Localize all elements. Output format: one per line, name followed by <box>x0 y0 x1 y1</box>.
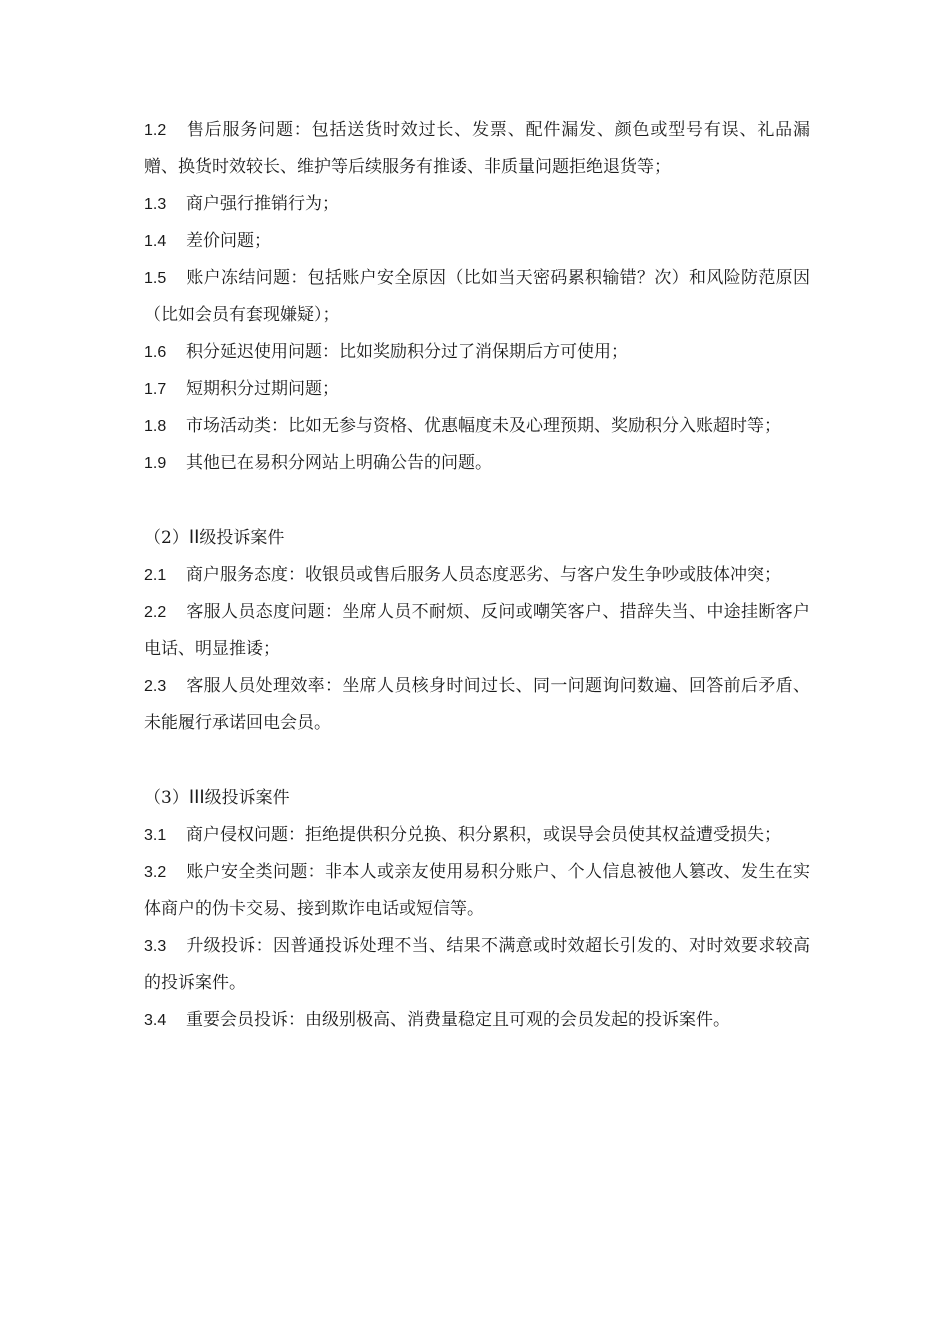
list-item <box>144 186 810 223</box>
section-3-heading <box>144 779 810 817</box>
list-item <box>144 1002 810 1039</box>
item-number: 1.3 <box>144 196 167 213</box>
list-item <box>144 408 810 445</box>
item-text: 积分延迟使用问题：比如奖励积分过了消保期后方可使用； <box>186 342 628 362</box>
item-number: 3.4 <box>144 1012 167 1029</box>
item-text: 账户安全类问题：非本人或亲友使用易积分账户、个人信息被他人篡改、发生在实体商户的伪卡交易、接到欺诈电话或短信等。 <box>144 862 810 919</box>
item-number: 1.9 <box>144 455 167 472</box>
item-text: 客服人员处理效率：坐席人员核身时间过长、同一问题询问数遍、回答前后矛盾、未能履行承诺回电会员。 <box>144 676 810 733</box>
section-prefix: （3） <box>144 788 189 808</box>
item-number: 1.8 <box>144 418 167 435</box>
document-page <box>144 112 810 1039</box>
list-item <box>144 445 810 482</box>
item-number: 2.1 <box>144 567 167 584</box>
section-2-list <box>144 557 810 742</box>
list-item <box>144 928 810 1002</box>
item-number: 1.4 <box>144 233 167 250</box>
item-number: 1.6 <box>144 344 167 361</box>
item-text: 市场活动类：比如无参与资格、优惠幅度未及心理预期、奖励积分入账超时等； <box>186 416 781 436</box>
item-text: 其他已在易积分网站上明确公告的问题。 <box>186 453 492 473</box>
item-text: 差价问题； <box>186 231 271 251</box>
list-item <box>144 557 810 594</box>
item-number: 3.2 <box>144 864 167 881</box>
section-title: 级投诉案件 <box>199 528 285 548</box>
list-item <box>144 594 810 668</box>
section-level: III <box>188 787 205 808</box>
item-text: 商户服务态度：收银员或售后服务人员态度恶劣、与客户发生争吵或肢体冲突； <box>186 565 781 585</box>
section-1-list <box>144 112 810 482</box>
item-number: 2.2 <box>144 604 167 621</box>
item-text: 商户侵权问题：拒绝提供积分兑换、积分累积，或误导会员使其权益遭受损失； <box>186 825 781 845</box>
list-item <box>144 668 810 742</box>
list-item <box>144 334 810 371</box>
section-level: II <box>188 527 200 548</box>
section-3-list <box>144 817 810 1039</box>
item-text: 重要会员投诉：由级别极高、消费量稳定且可观的会员发起的投诉案件。 <box>186 1010 730 1030</box>
list-item <box>144 260 810 334</box>
list-item <box>144 817 810 854</box>
item-text: 短期积分过期问题； <box>186 379 339 399</box>
item-number: 2.3 <box>144 678 167 695</box>
list-item <box>144 112 810 186</box>
item-number: 1.7 <box>144 381 167 398</box>
item-text: 售后服务问题：包括送货时效过长、发票、配件漏发、颜色或型号有误、礼品漏赠、换货时效较长、维护等后续服务有推诿、非质量问题拒绝退货等； <box>144 120 810 177</box>
list-item <box>144 223 810 260</box>
item-text: 升级投诉：因普通投诉处理不当、结果不满意或时效超长引发的、对时效要求较高的投诉案件。 <box>144 936 810 993</box>
item-text: 商户强行推销行为； <box>186 194 339 214</box>
list-item <box>144 371 810 408</box>
section-2-heading <box>144 519 810 557</box>
item-number: 1.2 <box>144 122 167 139</box>
section-title: 级投诉案件 <box>204 788 290 808</box>
item-text: 账户冻结问题：包括账户安全原因（比如当天密码累积输错？次）和风险防范原因（比如会员有套现嫌疑）； <box>144 268 810 325</box>
list-item <box>144 854 810 928</box>
section-prefix: （2） <box>144 528 189 548</box>
item-text: 客服人员态度问题：坐席人员不耐烦、反问或嘲笑客户、措辞失当、中途挂断客户电话、明显推诿； <box>144 602 810 659</box>
item-number: 1.5 <box>144 270 167 287</box>
item-number: 3.3 <box>144 938 167 955</box>
item-number: 3.1 <box>144 827 167 844</box>
